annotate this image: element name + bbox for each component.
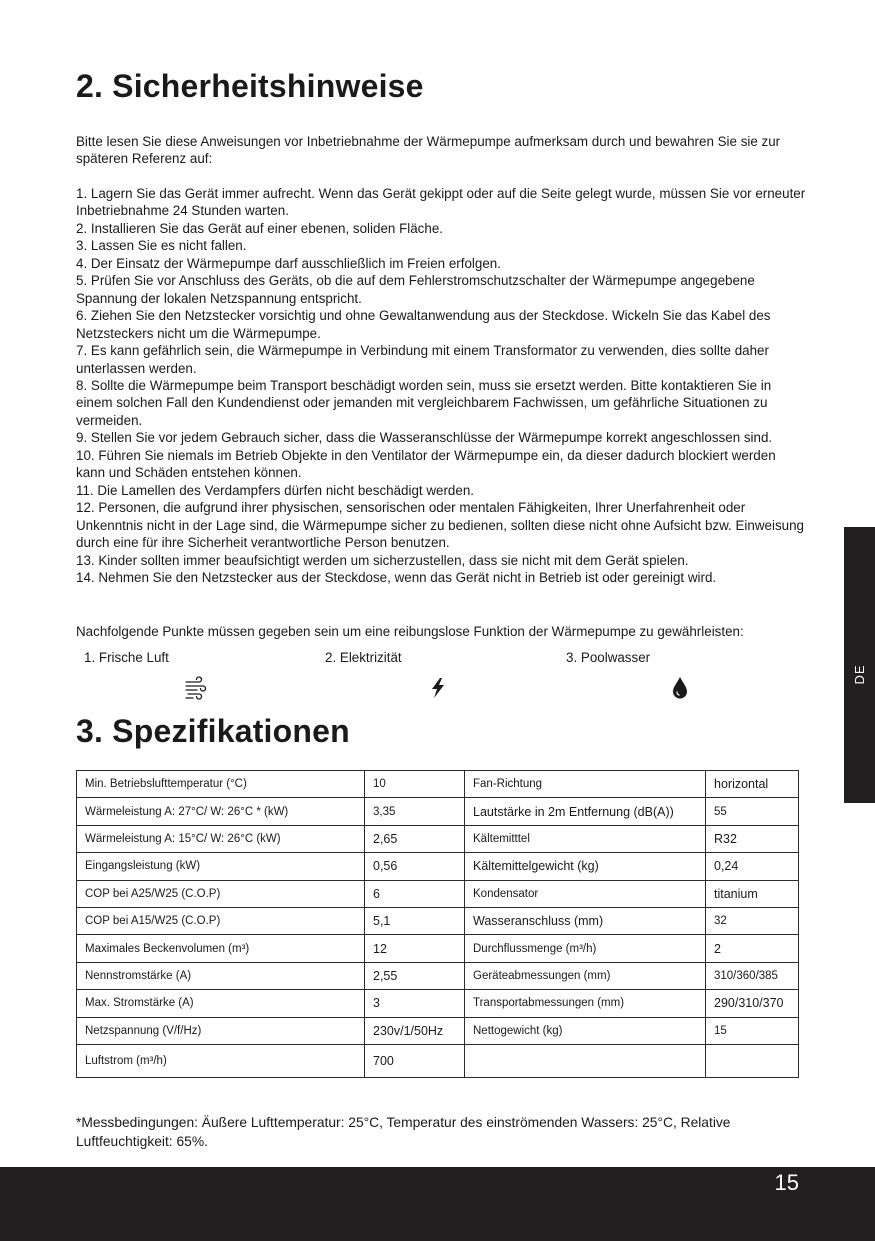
- safety-list: [76, 185, 806, 586]
- spec-label: Wärmeleistung A: 27°C/ W: 26°C * (kW): [77, 798, 365, 825]
- spec-label: Fan-Richtung: [465, 771, 706, 798]
- spec-label: Geräteabmessungen (mm): [465, 962, 706, 989]
- language-tab: [844, 527, 875, 803]
- table-row: [77, 798, 799, 825]
- requirement-electricity-label: 2. Elektrizität: [325, 650, 402, 665]
- spec-label: Wasseranschluss (mm): [465, 907, 706, 934]
- spec-value: [706, 1044, 799, 1077]
- spec-label: Transportabmessungen (mm): [465, 990, 706, 1017]
- lightning-icon: [426, 676, 450, 700]
- table-row: [77, 962, 799, 989]
- spec-value: 290/310/370: [706, 990, 799, 1017]
- spec-value: 310/360/385: [706, 962, 799, 989]
- spec-value: 10: [365, 771, 465, 798]
- spec-value: 5,1: [365, 907, 465, 934]
- table-row: [77, 990, 799, 1017]
- prerequisites-intro: Nachfolgende Punkte müssen gegeben sein um eine reibungslose Funktion der Wärmepumpe zu gewährleisten:: [76, 624, 744, 639]
- spec-value: 15: [706, 1017, 799, 1044]
- table-row: [77, 1044, 799, 1077]
- spec-value: 12: [365, 935, 465, 962]
- spec-value: 0,24: [706, 853, 799, 880]
- spec-label: Luftstrom (m³/h): [77, 1044, 365, 1077]
- safety-intro: Bitte lesen Sie diese Anweisungen vor Inbetriebnahme der Wärmepumpe aufmerksam durch und bewahren Sie sie zur späteren Referenz auf:: [76, 134, 781, 167]
- spec-value: 32: [706, 907, 799, 934]
- water-drop-icon: [668, 676, 692, 700]
- spec-value: 3: [365, 990, 465, 1017]
- spec-value: 3,35: [365, 798, 465, 825]
- spec-label: COP bei A15/W25 (C.O.P): [77, 907, 365, 934]
- spec-label: Kältemittelgewicht (kg): [465, 853, 706, 880]
- list-item: 2. Installieren Sie das Gerät auf einer ebenen, soliden Fläche.: [76, 220, 443, 236]
- list-item: 9. Stellen Sie vor jedem Gebrauch sicher, dass die Wasseranschlüsse der Wärmepumpe korrekt angeschlossen sind.: [76, 430, 773, 446]
- spec-value: 2: [706, 935, 799, 962]
- section-title-specifications: 3. Spezifikationen: [76, 713, 350, 749]
- spec-label: Wärmeleistung A: 15°C/ W: 26°C (kW): [77, 825, 365, 852]
- section-title-safety: 2. Sicherheitshinweise: [76, 68, 424, 104]
- spec-value: 230v/1/50Hz: [365, 1017, 465, 1044]
- spec-label: COP bei A25/W25 (C.O.P): [77, 880, 365, 907]
- wind-icon: [184, 676, 208, 700]
- measurement-footnote: *Messbedingungen: Äußere Lufttemperatur: 25°C, Temperatur des einströmenden Wassers: 25°C, Relative Luftfeuchtigkeit: 65%.: [76, 1115, 731, 1149]
- spec-label: Eingangsleistung (kW): [77, 853, 365, 880]
- footer-bar: [0, 1167, 875, 1241]
- table-row: [77, 880, 799, 907]
- list-item: 3. Lassen Sie es nicht fallen.: [76, 238, 247, 254]
- spec-value: 6: [365, 880, 465, 907]
- list-item: 7. Es kann gefährlich sein, die Wärmepumpe in Verbindung mit einem Transformator zu verwenden, dies sollte daher unterlassen werden.: [76, 343, 769, 376]
- spec-value: R32: [706, 825, 799, 852]
- spec-label: Maximales Beckenvolumen (m³): [77, 935, 365, 962]
- spec-label: Kältemitttel: [465, 825, 706, 852]
- list-item: 5. Prüfen Sie vor Anschluss des Geräts, ob die auf dem Fehlerstromschutzschalter der Wärmepumpe angegebene Spannung der lokalen Netzspannung entspricht.: [76, 273, 755, 306]
- spec-value: 55: [706, 798, 799, 825]
- spec-value: 0,56: [365, 853, 465, 880]
- spec-label: Lautstärke in 2m Entfernung (dB(A)): [465, 798, 706, 825]
- list-item: 11. Die Lamellen des Verdampfers dürfen nicht beschädigt werden.: [76, 482, 474, 498]
- list-item: 13. Kinder sollten immer beaufsichtigt werden um sicherzustellen, dass sie nicht mit dem Gerät spielen.: [76, 552, 689, 568]
- spec-label: Durchflussmenge (m³/h): [465, 935, 706, 962]
- spec-value: 700: [365, 1044, 465, 1077]
- list-item: 6. Ziehen Sie den Netzstecker vorsichtig und ohne Gewaltanwendung aus der Steckdose. Wickeln Sie das Kabel des Netzsteckers nicht um die Wärmepumpe.: [76, 308, 771, 341]
- spec-value: 2,55: [365, 962, 465, 989]
- list-item: 14. Nehmen Sie den Netzstecker aus der Steckdose, wenn das Gerät nicht in Betrieb ist oder gereinigt wird.: [76, 569, 717, 585]
- requirement-pool-water-label: 3. Poolwasser: [566, 650, 651, 665]
- list-item: 1. Lagern Sie das Gerät immer aufrecht. Wenn das Gerät gekippt oder auf die Seite gelegt wurde, müssen Sie vor erneuter Inbetriebnahme 24 Stunden warten.: [76, 186, 806, 219]
- language-tab-label: DE: [852, 664, 867, 685]
- spec-value: titanium: [706, 880, 799, 907]
- spec-label: Nettogewicht (kg): [465, 1017, 706, 1044]
- table-row: [77, 825, 799, 852]
- table-row: [77, 771, 799, 798]
- table-row: [77, 853, 799, 880]
- spec-label: Kondensator: [465, 880, 706, 907]
- page-number: 15: [774, 1170, 799, 1195]
- table-row: [77, 935, 799, 962]
- spec-label: Nennstromstärke (A): [77, 962, 365, 989]
- spec-label: Max. Stromstärke (A): [77, 990, 365, 1017]
- table-row: [77, 907, 799, 934]
- list-item: 8. Sollte die Wärmepumpe beim Transport beschädigt worden sein, muss sie ersetzt werden. Bitte kontaktieren Sie in einem solchen Fall den Kundendienst oder jemanden mit vergleichbarem Fachwissen, um gefährliche Situationen zu vermeiden.: [76, 377, 772, 428]
- requirement-fresh-air-label: 1. Frische Luft: [84, 650, 169, 665]
- spec-label: [465, 1044, 706, 1077]
- list-item: 4. Der Einsatz der Wärmepumpe darf ausschließlich im Freien erfolgen.: [76, 255, 501, 271]
- list-item: 12. Personen, die aufgrund ihrer physischen, sensorischen oder mentalen Fähigkeiten, Ihrer Unerfahrenheit oder Unkenntnis nicht in der Lage sind, die Wärmepumpe sicher zu bedienen, sollten diese nicht ohne Aufsicht bzw. Einweisung durch eine für ihre Sicherheit verantwortliche Person benutzen.: [76, 500, 804, 551]
- specifications-table: [76, 770, 799, 1078]
- list-item: 10. Führen Sie niemals im Betrieb Objekte in den Ventilator der Wärmepumpe ein, da dieser dadurch blockiert werden kann und Schäden entstehen können.: [76, 447, 776, 481]
- spec-value: 2,65: [365, 825, 465, 852]
- table-row: [77, 1017, 799, 1044]
- spec-value: horizontal: [706, 771, 799, 798]
- spec-label: Netzspannung (V/f/Hz): [77, 1017, 365, 1044]
- spec-label: Min. Betriebslufttemperatur (°C): [77, 771, 365, 798]
